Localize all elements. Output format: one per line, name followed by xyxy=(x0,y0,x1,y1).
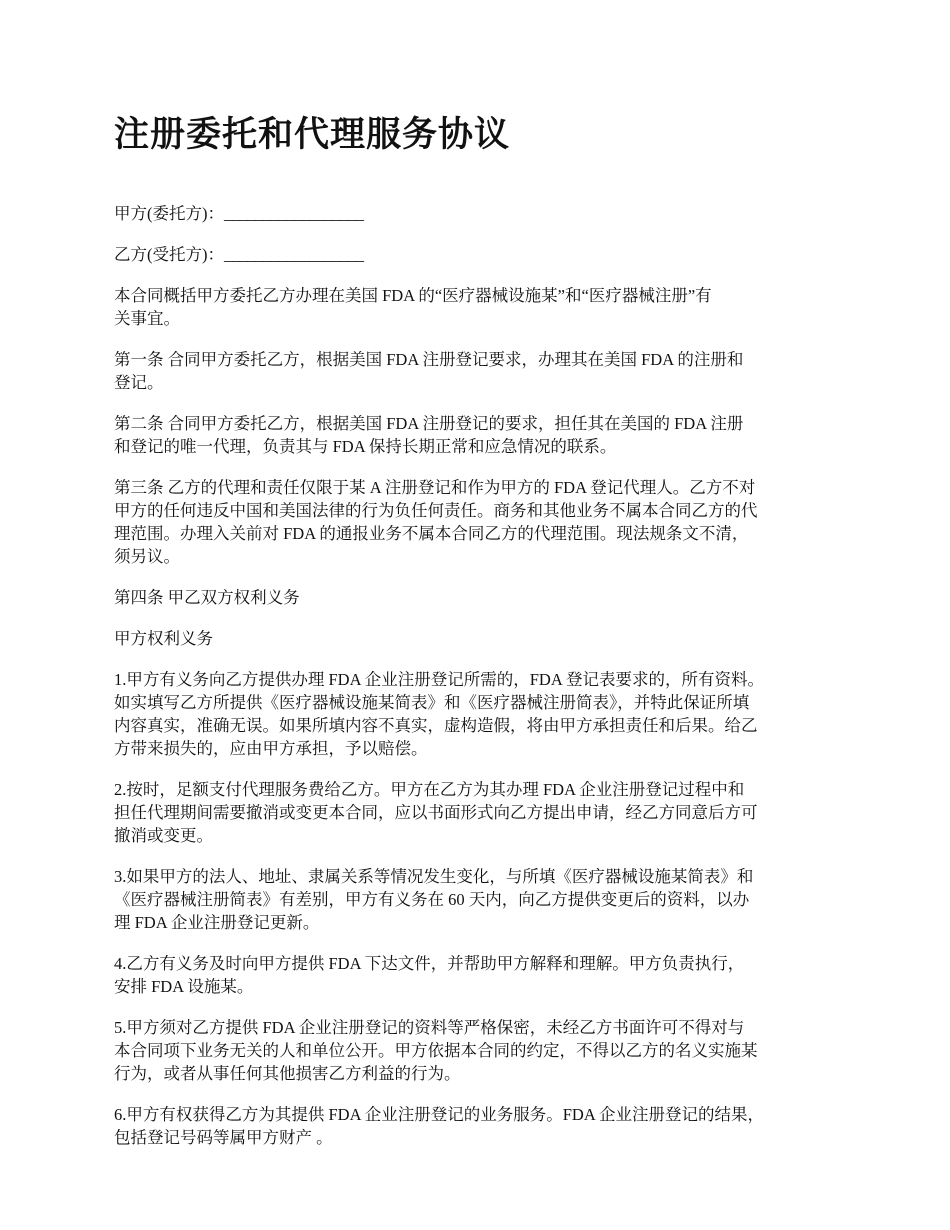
paragraph xyxy=(114,284,842,330)
paragraph-line: 6.甲方有权获得乙方为其提供 FDA 企业注册登记的业务服务。FDA 企业注册登记的结果， xyxy=(114,1105,764,1124)
paragraph-line: 第四条 甲乙双方权利义务 xyxy=(114,588,300,607)
paragraph-line: 本合同概括甲方委托乙方办理在美国 FDA 的“医疗器械设施某”和“医疗器械注册”有 xyxy=(114,286,712,305)
paragraph-line: 理 FDA 企业注册登记更新。 xyxy=(114,913,320,932)
paragraph-line: 关事宜。 xyxy=(114,309,180,328)
paragraph-line: 如实填写乙方所提供《医疗器械设施某简表》和《医疗器械注册简表》，并特此保证所填 xyxy=(114,693,750,712)
paragraph-line: 3.如果甲方的法人、地址、隶属关系等情况发生变化，与所填《医疗器械设施某简表》和 xyxy=(114,867,754,886)
paragraph xyxy=(114,1103,842,1149)
paragraph xyxy=(114,627,842,650)
paragraph-line: 理范围。办理入关前对 FDA 的通报业务不属本合同乙方的代理范围。现法规条文不清， xyxy=(114,524,749,543)
document-title: 注册委托和代理服务协议 xyxy=(114,115,511,155)
party-b-label: 乙方(受托方)： xyxy=(114,245,224,264)
paragraph-line: 安排 FDA 设施某。 xyxy=(114,977,254,996)
paragraph-line: 行为，或者从事任何其他损害乙方利益的行为。 xyxy=(114,1064,461,1083)
party-b-blank: __________________ xyxy=(224,245,364,264)
paragraph-line: 第一条 合同甲方委托乙方，根据美国 FDA 注册登记要求，办理其在美国 FDA 的注册和 xyxy=(114,350,744,369)
paragraph-line: 甲方权利义务 xyxy=(114,629,213,648)
paragraph xyxy=(114,778,842,847)
party-b-line xyxy=(114,243,842,266)
paragraph-line: 撤消或变更。 xyxy=(114,826,213,845)
paragraph-line: 甲方的任何违反中国和美国法律的行为负任何责任。商务和其他业务不属本合同乙方的代 xyxy=(114,501,758,520)
paragraph-line: 第二条 合同甲方委托乙方，根据美国 FDA 注册登记的要求，担任其在美国的 FDA 注册 xyxy=(114,414,744,433)
paragraph xyxy=(114,586,842,609)
paragraph-line: 《医疗器械注册简表》有差别，甲方有义务在 60 天内，向乙方提供变更后的资料，以办 xyxy=(114,890,750,909)
paragraph-line: 登记。 xyxy=(114,373,164,392)
document-page xyxy=(114,112,842,1167)
paragraph xyxy=(114,1016,842,1085)
party-a-line xyxy=(114,202,842,225)
paragraph xyxy=(114,348,842,394)
paragraph-line: 担任代理期间需要撤消或变更本合同，应以书面形式向乙方提出申请，经乙方同意后方可 xyxy=(114,803,758,822)
paragraph-line: 第三条 乙方的代理和责任仅限于某 A 注册登记和作为甲方的 FDA 登记代理人。乙方不对 xyxy=(114,478,756,497)
party-a-label: 甲方(委托方)： xyxy=(114,204,224,223)
paragraph xyxy=(114,412,842,458)
paragraph xyxy=(114,865,842,934)
clauses xyxy=(114,284,842,1149)
paragraph-line: 须另议。 xyxy=(114,547,180,566)
paragraph-line: 内容真实，准确无误。如果所填内容不真实，虚构造假，将由甲方承担责任和后果。给乙 xyxy=(114,716,758,735)
paragraph xyxy=(114,476,842,568)
paragraph xyxy=(114,952,842,998)
paragraph-line: 1.甲方有义务向乙方提供办理 FDA 企业注册登记所需的，FDA 登记表要求的，所有资料。 xyxy=(114,670,764,689)
paragraph-line: 2.按时，足额支付代理服务费给乙方。甲方在乙方为其办理 FDA 企业注册登记过程中和 xyxy=(114,780,745,799)
paragraph-line: 5.甲方须对乙方提供 FDA 企业注册登记的资料等严格保密，未经乙方书面许可不得对与 xyxy=(114,1018,745,1037)
paragraph-line: 包括登记号码等属甲方财产 。 xyxy=(114,1128,333,1147)
paragraph-line: 方带来损失的，应由甲方承担，予以赔偿。 xyxy=(114,739,428,758)
paragraph-line: 和登记的唯一代理，负责其与 FDA 保持长期正常和应急情况的联系。 xyxy=(114,437,617,456)
party-a-blank: __________________ xyxy=(224,204,364,223)
paragraph-line: 本合同项下业务无关的人和单位公开。甲方依据本合同的约定，不得以乙方的名义实施某 xyxy=(114,1041,758,1060)
paragraph-line: 4.乙方有义务及时向甲方提供 FDA 下达文件，并帮助甲方解释和理解。甲方负责执行， xyxy=(114,954,745,973)
paragraph xyxy=(114,668,842,760)
